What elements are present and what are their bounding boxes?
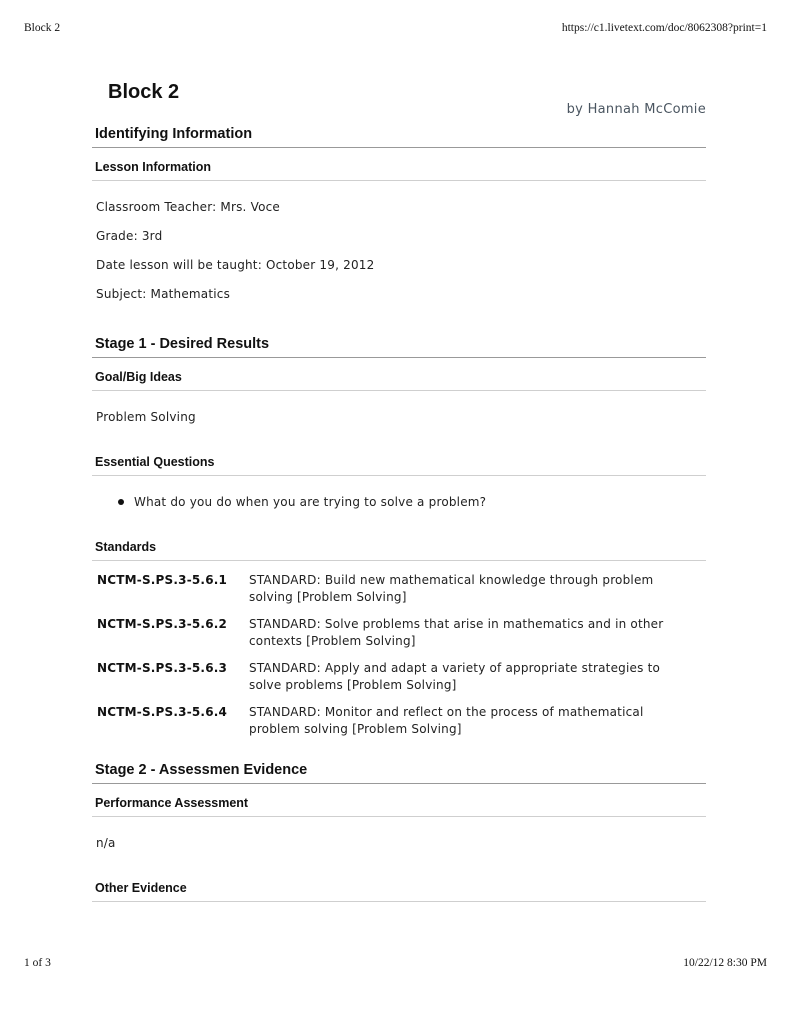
- essential-questions-list: [92, 495, 706, 509]
- list-item: What do you do when you are trying to solve a problem?: [116, 495, 706, 509]
- standard-code: NCTM-S.PS.3-5.6.3: [97, 661, 228, 675]
- standard-text: [249, 572, 689, 606]
- standard-text: [249, 694, 689, 738]
- table-row: [97, 650, 689, 694]
- standard-text-line: STANDARD: Build new mathematical knowledge through problem: [249, 573, 654, 587]
- standard-text-line: contexts [Problem Solving]: [249, 634, 416, 648]
- subsection-essential-questions: Essential Questions: [92, 454, 706, 476]
- subsection-other-evidence: Other Evidence: [92, 880, 706, 902]
- standard-text-line: solve problems [Problem Solving]: [249, 678, 457, 692]
- document-title: Block 2: [108, 81, 180, 103]
- standard-text-line: solving [Problem Solving]: [249, 590, 407, 604]
- standard-code: NCTM-S.PS.3-5.6.2: [97, 617, 228, 631]
- print-footer: [24, 957, 767, 969]
- standard-text-line: STANDARD: Solve problems that arise in mathematics and in other: [249, 617, 664, 631]
- lesson-information-body: [92, 199, 706, 302]
- section-stage-2: Stage 2 - Assessmen Evidence: [92, 760, 706, 784]
- subsection-performance-assessment: Performance Assessment: [92, 795, 706, 817]
- document: [92, 78, 706, 902]
- standard-text-line: STANDARD: Apply and adapt a variety of appropriate strategies to: [249, 661, 661, 675]
- info-line-grade: Grade: 3rd: [96, 229, 163, 243]
- standard-text-line: STANDARD: Monitor and reflect on the process of mathematical: [249, 705, 644, 719]
- standard-code: NCTM-S.PS.3-5.6.4: [97, 705, 228, 719]
- print-header-url: https://c1.livetext.com/doc/8062308?print=1: [561, 22, 767, 34]
- table-row: [97, 606, 689, 650]
- goal-text: Problem Solving: [96, 410, 196, 424]
- section-stage-1: Stage 1 - Desired Results: [92, 334, 706, 358]
- performance-assessment-text: n/a: [96, 836, 116, 850]
- page-number: 1 of 3: [24, 957, 51, 969]
- standard-text-line: problem solving [Problem Solving]: [249, 722, 462, 736]
- subsection-goal-big-ideas: Goal/Big Ideas: [92, 369, 706, 391]
- subsection-lesson-information: Lesson Information: [92, 159, 706, 181]
- document-author: by Hannah McComie: [566, 102, 706, 117]
- info-line-subject: Subject: Mathematics: [96, 287, 231, 301]
- subsection-standards: Standards: [92, 539, 706, 561]
- standard-text: [249, 650, 689, 694]
- section-identifying-information: Identifying Information: [92, 124, 706, 148]
- standard-code: NCTM-S.PS.3-5.6.1: [97, 573, 228, 587]
- standards-table: [97, 572, 689, 738]
- print-timestamp: 10/22/12 8:30 PM: [683, 957, 767, 969]
- print-header: [24, 22, 767, 34]
- table-row: [97, 572, 689, 606]
- standard-text: [249, 606, 689, 650]
- info-line-teacher: Classroom Teacher: Mrs. Voce: [96, 200, 280, 214]
- print-header-title: Block 2: [24, 22, 61, 34]
- table-row: [97, 694, 689, 738]
- info-line-date: Date lesson will be taught: October 19, 2012: [96, 258, 375, 272]
